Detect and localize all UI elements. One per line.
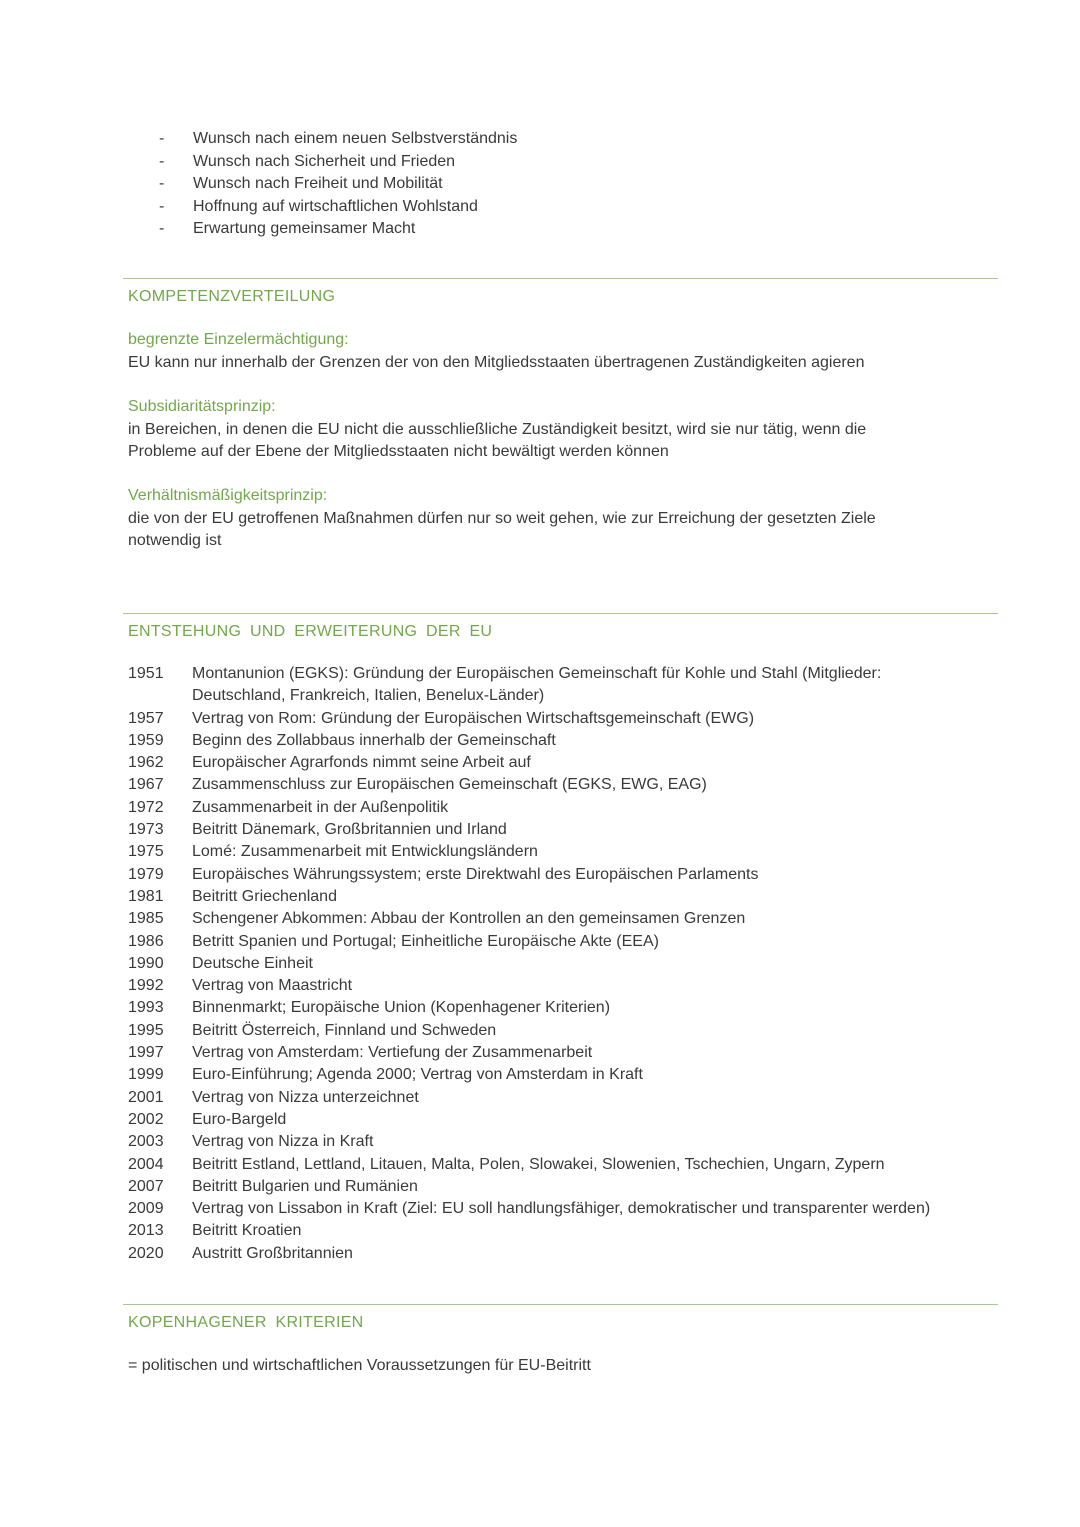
- timeline-text: Vertrag von Rom: Gründung der Europäischen Wirtschaftsgemeinschaft (EWG): [192, 709, 755, 727]
- motive-text: Erwartung gemeinsamer Macht: [193, 220, 416, 237]
- list-item: [159, 173, 517, 196]
- section-heading-kopenhagen: KOPENHAGENER KRITERIEN: [128, 1314, 364, 1331]
- kopenhagen-definition: = politischen und wirtschaftlichen Voraussetzungen für EU-Beitritt: [128, 1357, 591, 1374]
- timeline-row: [128, 797, 988, 819]
- timeline-row: [128, 708, 988, 730]
- motive-text: Wunsch nach Sicherheit und Frieden: [193, 152, 456, 170]
- timeline-row: [128, 1220, 988, 1242]
- timeline-row: [128, 841, 988, 863]
- timeline-row: [128, 997, 988, 1019]
- timeline-row: [128, 1042, 988, 1064]
- bullet-dash: -: [159, 130, 165, 147]
- timeline-year: 1951: [128, 665, 164, 682]
- timeline-year: 2009: [128, 1200, 164, 1218]
- timeline-row: [128, 663, 988, 708]
- timeline-text: Beitritt Griechenland: [192, 887, 337, 905]
- section-divider: [123, 613, 998, 614]
- timeline-text: Binnenmarkt; Europäische Union (Kopenhagener Kriterien): [192, 999, 611, 1017]
- definition-verhaeltnismaessigkeit: [128, 485, 918, 553]
- timeline-text: Beitritt Bulgarien und Rumänien: [192, 1177, 418, 1195]
- timeline-year: 1967: [128, 776, 164, 794]
- list-item: [159, 218, 517, 241]
- timeline-year: 1957: [128, 709, 164, 727]
- timeline-text: Vertrag von Lissabon in Kraft (Ziel: EU soll handlungsfähiger, demokratischer und transparenter werden): [192, 1200, 931, 1218]
- timeline-row: [128, 1243, 988, 1265]
- section-heading-kompetenz: KOMPETENZVERTEILUNG: [128, 288, 336, 305]
- timeline-row: [128, 886, 988, 908]
- timeline-year: 2003: [128, 1133, 164, 1151]
- definition-einzelermaechtigung: [128, 329, 928, 374]
- definition-text: in Bereichen, in denen die EU nicht die ausschließliche Zuständigkeit besitzt, wird sie nur tätig, wenn die Probleme auf der Ebene der Mitgliedsstaaten nicht bewältigt werden können: [128, 420, 867, 460]
- timeline-year: 1979: [128, 865, 164, 883]
- timeline-row: [128, 953, 988, 975]
- timeline-text: Vertrag von Amsterdam: Vertiefung der Zusammenarbeit: [192, 1044, 593, 1062]
- timeline-year: 1993: [128, 999, 164, 1017]
- timeline-row: [128, 1087, 988, 1109]
- bullet-dash: -: [159, 197, 165, 215]
- timeline-year: 1959: [128, 731, 164, 749]
- timeline-text: Europäisches Währungssystem; erste Direktwahl des Europäischen Parlaments: [192, 865, 759, 883]
- timeline-row: [128, 864, 988, 886]
- motive-text: Wunsch nach einem neuen Selbstverständnis: [193, 130, 518, 147]
- timeline-year: 1992: [128, 977, 164, 995]
- timeline-row: [128, 1109, 988, 1131]
- timeline-text: Vertrag von Nizza in Kraft: [192, 1133, 374, 1151]
- timeline-text: Euro-Bargeld: [192, 1110, 287, 1128]
- timeline-row: [128, 819, 988, 841]
- definition-term: Verhältnismäßigkeitsprinzip:: [128, 487, 328, 504]
- timeline-text: Zusammenarbeit in der Außenpolitik: [192, 798, 449, 816]
- timeline-year: 2013: [128, 1222, 164, 1240]
- timeline-text: Betritt Spanien und Portugal; Einheitliche Europäische Akte (EEA): [192, 932, 659, 950]
- timeline-year: 1981: [128, 887, 164, 905]
- timeline-year: 1995: [128, 1021, 164, 1039]
- timeline-year: 1990: [128, 954, 164, 972]
- timeline: [128, 663, 988, 1265]
- definition-text: die von der EU getroffenen Maßnahmen dürfen nur so weit gehen, wie zur Erreichung der gesetzten Ziele notwendig ist: [128, 509, 876, 549]
- timeline-row: [128, 752, 988, 774]
- timeline-row: [128, 1131, 988, 1153]
- definition-term: Subsidiaritätsprinzip:: [128, 398, 276, 415]
- timeline-text: Zusammenschluss zur Europäischen Gemeinschaft (EGKS, EWG, EAG): [192, 776, 707, 794]
- timeline-row: [128, 1176, 988, 1198]
- motive-text: Hoffnung auf wirtschaftlichen Wohlstand: [193, 197, 478, 215]
- timeline-text: Austritt Großbritannien: [192, 1244, 353, 1262]
- bullet-dash: -: [159, 220, 165, 237]
- timeline-row: [128, 931, 988, 953]
- section-divider: [123, 278, 998, 279]
- timeline-row: [128, 1064, 988, 1086]
- motives-list: [159, 128, 517, 241]
- timeline-year: 1997: [128, 1044, 164, 1062]
- list-item: [159, 128, 517, 151]
- timeline-year: 1972: [128, 798, 164, 816]
- timeline-row: [128, 975, 988, 997]
- list-item: [159, 196, 517, 219]
- timeline-text: Beitritt Kroatien: [192, 1222, 302, 1240]
- timeline-text: Euro-Einführung; Agenda 2000; Vertrag von Amsterdam in Kraft: [192, 1066, 643, 1084]
- timeline-text: Beitritt Österreich, Finnland und Schweden: [192, 1021, 497, 1039]
- section-heading-entstehung: ENTSTEHUNG UND ERWEITERUNG DER EU: [128, 623, 493, 640]
- timeline-text: Beginn des Zollabbaus innerhalb der Gemeinschaft: [192, 731, 556, 749]
- timeline-row: [128, 1020, 988, 1042]
- timeline-row: [128, 774, 988, 796]
- timeline-year: 1985: [128, 910, 164, 928]
- timeline-year: 1973: [128, 821, 164, 839]
- timeline-year: 2002: [128, 1110, 164, 1128]
- timeline-text: Montanunion (EGKS): Gründung der Europäischen Gemeinschaft für Kohle und Stahl (Mitglieder: Deutschland, Frankreich, Italien, Benelux-Länder): [192, 665, 882, 705]
- timeline-text: Deutsche Einheit: [192, 954, 313, 972]
- timeline-text: Schengener Abkommen: Abbau der Kontrollen an den gemeinsamen Grenzen: [192, 910, 746, 928]
- timeline-year: 1986: [128, 932, 164, 950]
- definition-subsidiaritaet: [128, 396, 898, 464]
- timeline-text: Vertrag von Maastricht: [192, 977, 353, 995]
- timeline-year: 2004: [128, 1155, 164, 1173]
- timeline-year: 2007: [128, 1177, 164, 1195]
- timeline-row: [128, 1198, 988, 1220]
- timeline-year: 1962: [128, 754, 164, 772]
- timeline-text: Beitritt Dänemark, Großbritannien und Irland: [192, 821, 507, 839]
- timeline-text: Beitritt Estland, Lettland, Litauen, Malta, Polen, Slowakei, Slowenien, Tschechien, Ungarn, Zypern: [192, 1155, 885, 1173]
- section-divider: [123, 1304, 998, 1305]
- timeline-row: [128, 1154, 988, 1176]
- list-item: [159, 151, 517, 174]
- timeline-year: 2001: [128, 1088, 164, 1106]
- timeline-text: Europäischer Agrarfonds nimmt seine Arbeit auf: [192, 754, 531, 772]
- timeline-row: [128, 908, 988, 930]
- timeline-year: 2020: [128, 1244, 164, 1262]
- timeline-row: [128, 730, 988, 752]
- timeline-year: 1999: [128, 1066, 164, 1084]
- definition-text: EU kann nur innerhalb der Grenzen der von den Mitgliedsstaaten übertragenen Zuständigkeiten agieren: [128, 353, 865, 371]
- timeline-text: Vertrag von Nizza unterzeichnet: [192, 1088, 419, 1106]
- timeline-year: 1975: [128, 843, 164, 861]
- bullet-dash: -: [159, 152, 165, 170]
- motive-text: Wunsch nach Freiheit und Mobilität: [193, 175, 443, 192]
- timeline-text: Lomé: Zusammenarbeit mit Entwicklungsländern: [192, 843, 538, 861]
- definition-term: begrenzte Einzelermächtigung:: [128, 331, 349, 348]
- bullet-dash: -: [159, 175, 165, 192]
